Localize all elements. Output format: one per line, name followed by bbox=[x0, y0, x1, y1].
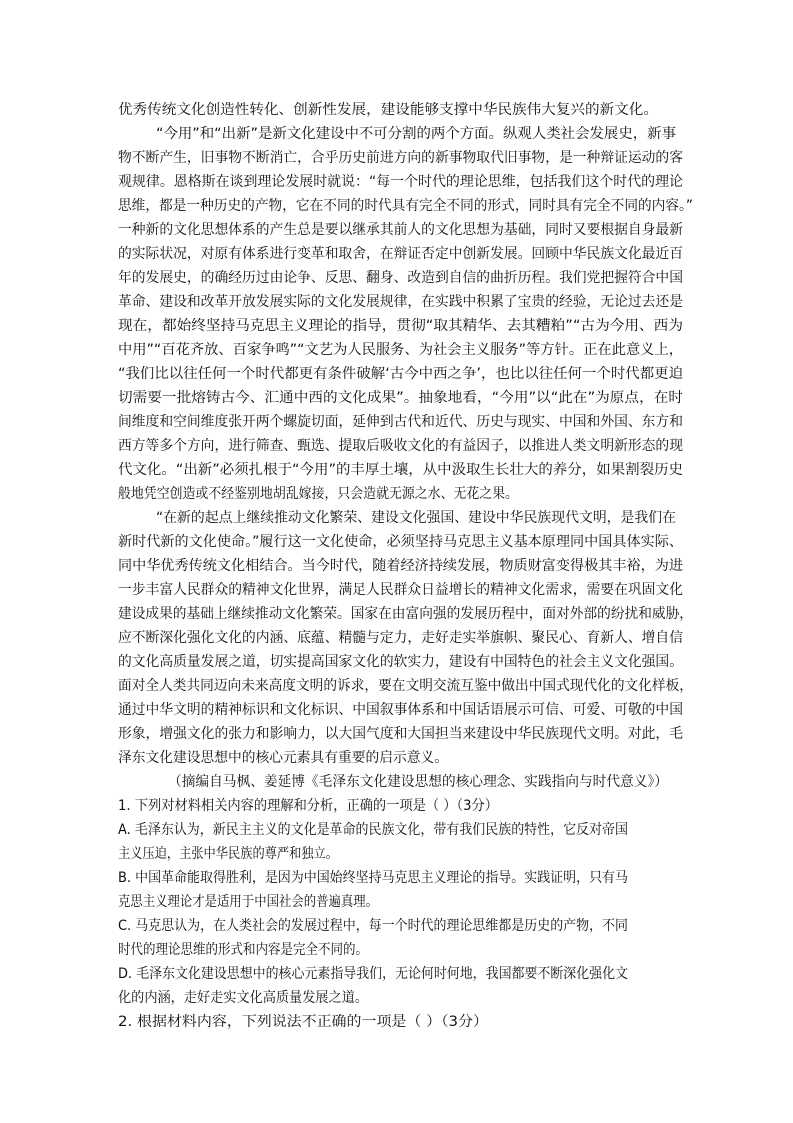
text-line-content: 同中华优秀传统文化相结合。当今时代，随着经济持续发展，物质财富变得极其丰裕，为进 bbox=[118, 558, 683, 574]
text-line-content: 般地凭空创造或不经鉴别地胡乱嫁接，只会造就无源之水、无花之果。 bbox=[118, 486, 518, 502]
text-line-content: 建设成果的基础上继续推动文化繁荣。国家在由富向强的发展历程中，面对外部的纷扰和威胁， bbox=[118, 606, 693, 622]
text-line-content: 一步丰富人民群众的精神文化世界，满足人民群众日益增长的精神文化需求，需要在巩固文化 bbox=[118, 582, 683, 598]
text-line-content: “我们比以往任何一个时代都更有条件破解‘古今中西之争’，也比以往任何一个时代都更迫 bbox=[118, 366, 683, 382]
text-line-content: 通过中华文明的精神标识和文化标识、中国叙事体系和中国话语展示可信、可爱、可敬的中国 bbox=[118, 702, 683, 718]
text-line-content: 西方等多个方向，进行筛查、甄选、提取后吸收文化的有益因子，以推进人类文明新形态的现 bbox=[118, 438, 683, 454]
text-line-content: 时代的理论思维的形式和内容是完全不同的。 bbox=[118, 942, 368, 958]
text-line-content: 的实际状况，对原有体系进行变革和取舍，在辩证否定中创新发展。回顾中华民族文化最近百 bbox=[118, 246, 683, 262]
text-line-content: 2. 根据材料内容，下列说法不正确的一项是（ ）（3分） bbox=[118, 1014, 488, 1030]
text-line-content: 新时代新的文化使命。”履行这一文化使命，必须坚持马克思主义基本原理同中国具体实际、 bbox=[118, 534, 683, 550]
text-line-content: 形象，增强文化的张力和影响力，以大国气度和大国担当来建设中华民族现代文明。对此，毛 bbox=[118, 726, 683, 742]
text-line-content: 现在，都始终坚持马克思主义理论的指导，贯彻“取其精华、去其糟粕”“古为今用、西为 bbox=[118, 318, 683, 334]
text-line-content: “在新的起点上继续推动文化繁荣、建设文化强国、建设中华民族现代文明，是我们在 bbox=[156, 510, 676, 526]
text-line-content: 代文化。“出新”必须扎根于“今用”的丰厚土壤，从中汲取生长壮大的养分，如果割裂历史 bbox=[118, 462, 683, 478]
text-line-content: 年的发展史，的确经历过由论争、反思、翻身、改造到自信的曲折历程。我们党把握符合中国 bbox=[118, 270, 683, 286]
text-line-content: 泽东文化建设思想中的核心元素具有重要的启示意义。 bbox=[118, 750, 448, 766]
text-line-content: 面对全人类共同迈向未来高度文明的诉求，要在文明交流互鉴中做出中国式现代化的文化样板， bbox=[118, 678, 693, 694]
text-line-content: 革命、建设和改革开放发展实际的文化发展规律，在实践中积累了宝贵的经验，无论过去还是 bbox=[118, 294, 683, 310]
text-line-content: B. 中国革命能取得胜利，是因为中国始终坚持马克思主义理论的指导。实践证明，只有马 bbox=[118, 870, 628, 886]
text-line-content: 间维度和空间维度张开两个螺旋切面，延伸到古代和近代、历史与现实、中国和外国、东方和 bbox=[118, 414, 683, 430]
text-line-content: 克思主义理论才是适用于中国社会的普遍真理。 bbox=[118, 894, 378, 910]
text-line-content: “今用”和“出新”是新文化建设中不可分割的两个方面。纵观人类社会发展史，新事 bbox=[156, 126, 676, 142]
text-line-content: 观规律。恩格斯在谈到理论发展时就说：“每一个时代的理论思维，包括我们这个时代的理论 bbox=[118, 174, 683, 190]
text-line-content: C. 马克思认为，在人类社会的发展过程中，每一个时代的理论思维都是历史的产物，不同 bbox=[118, 918, 628, 934]
text-line-content: 中用”“百花齐放、百家争鸣”“文艺为人民服务、为社会主义服务”等方针。正在此意义上， bbox=[118, 342, 683, 358]
text-line-content: 化的内涵，走好走实文化高质量发展之道。 bbox=[118, 990, 368, 1006]
text-line-content: 主义压迫，主张中华民族的尊严和独立。 bbox=[118, 846, 338, 862]
text-line-content: 应不断深化强化文化的内涵、底蕴、精髓与定力，走好走实举旗帜、聚民心、育新人、增自信 bbox=[118, 630, 683, 646]
text-line-content: （摘编自马枫、姜延博《毛泽东文化建设思想的核心理念、实践指向与时代意义》） bbox=[168, 774, 668, 790]
text-line-content: 的文化高质量发展之道，切实提高国家文化的软实力，建设有中国特色的社会主义文化强国。 bbox=[118, 654, 683, 670]
text-line-content: 优秀传统文化创造性转化、创新性发展，建设能够支撑中华民族伟大复兴的新文化。 bbox=[118, 102, 658, 118]
text-line-content: A. 毛泽东认为，新民主主义的文化是革命的民族文化，带有我们民族的特性，它反对帝国 bbox=[118, 822, 628, 838]
text-line-content: 思维，都是一种历史的产物，它在不同的时代具有完全不同的形式，同时具有完全不同的内容。” bbox=[118, 198, 693, 214]
text-line-content: D. 毛泽东文化建设思想中的核心元素指导我们，无论何时何地，我国都要不断深化强化文 bbox=[118, 966, 628, 982]
text-line-content: 物不断产生，旧事物不断消亡，合乎历史前进方向的新事物取代旧事物，是一种辩证运动的客 bbox=[118, 150, 683, 166]
text-line-content: 一种新的文化思想体系的产生总是要以继承其前人的文化思想为基础，同时又要根据自身最新 bbox=[118, 222, 683, 238]
text-line-content: 切需要一批熔铸古今、汇通中西的文化成果”。抽象地看，“今用”以“此在”为原点，在时 bbox=[118, 390, 683, 406]
text-line-content: 1. 下列对材料相关内容的理解和分析，正确的一项是（ ）（3分） bbox=[118, 798, 498, 814]
